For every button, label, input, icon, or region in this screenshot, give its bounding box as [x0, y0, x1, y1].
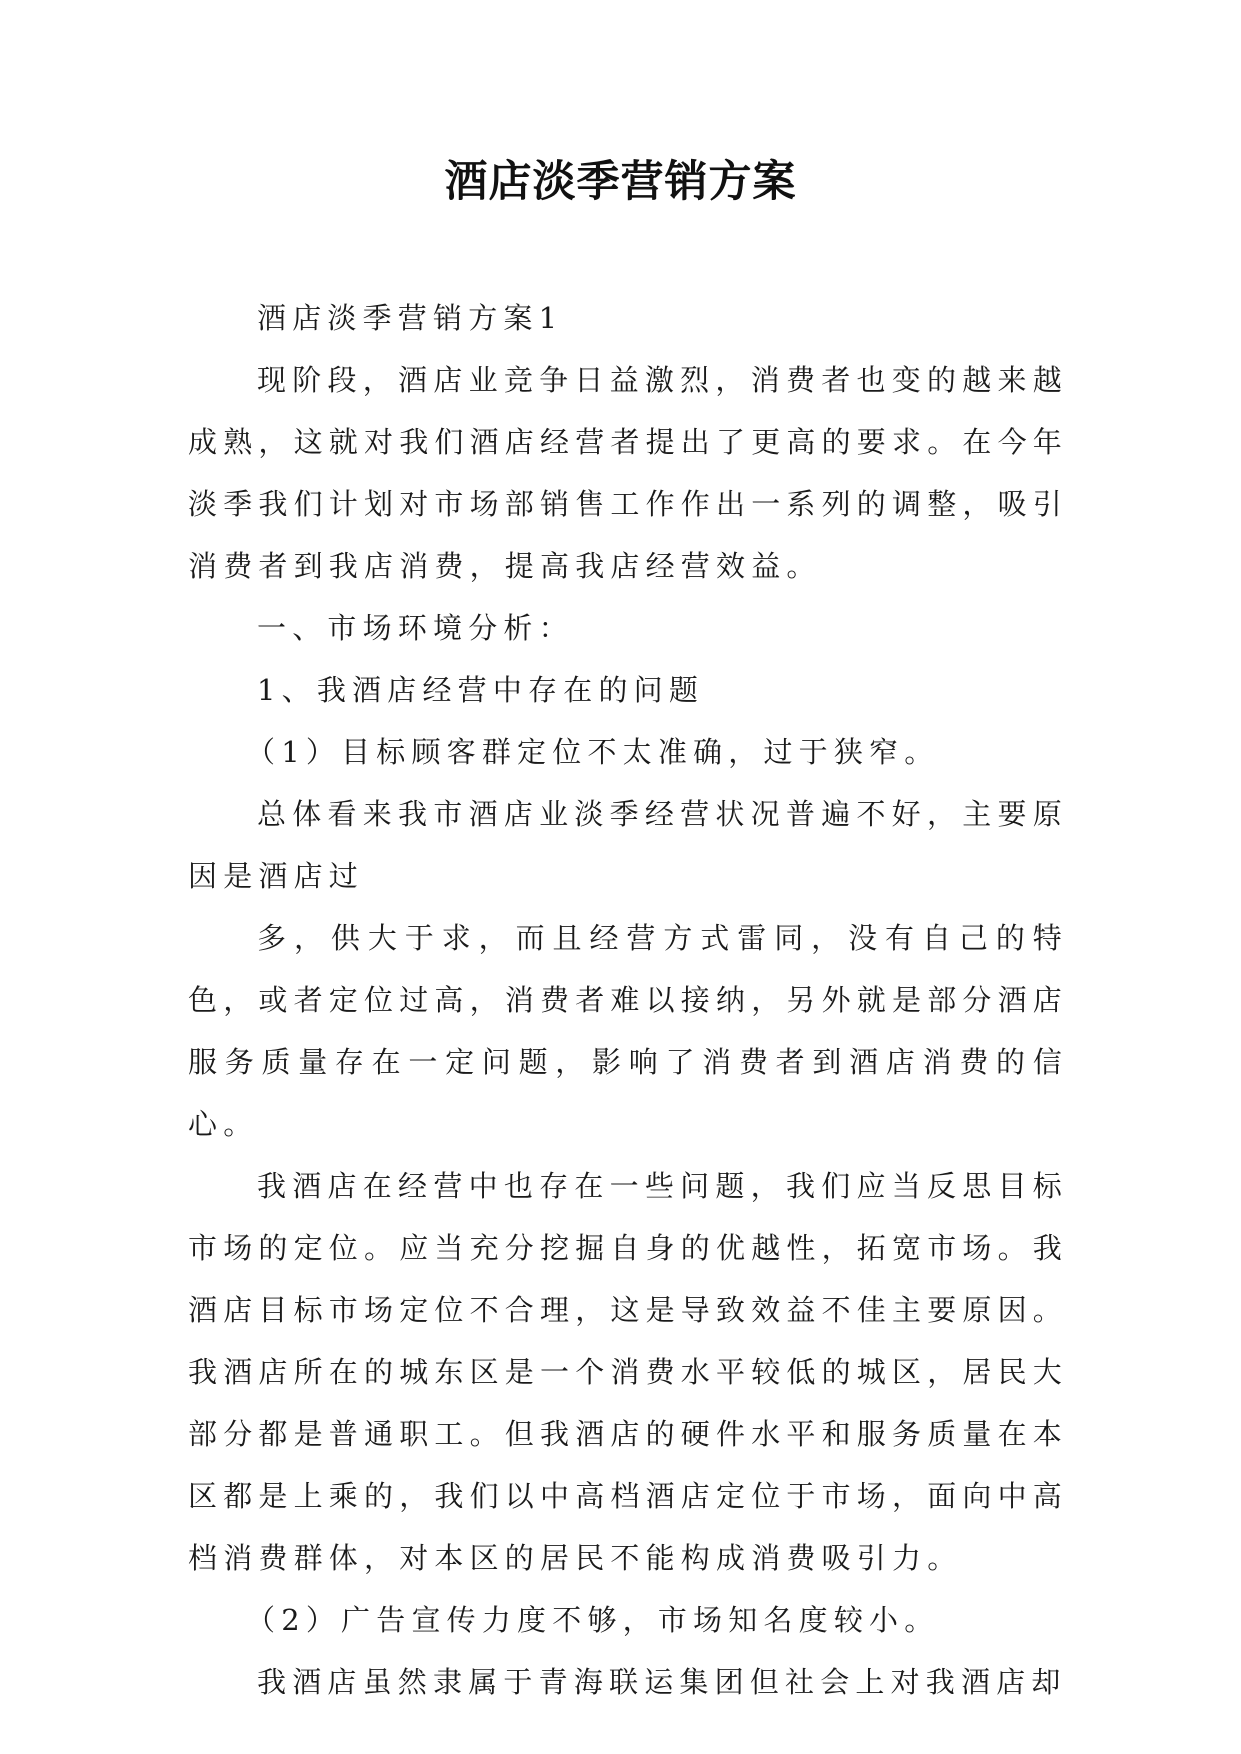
section-heading: 一、市场环境分析：	[257, 611, 574, 645]
section-heading: 酒店淡季营销方案1	[257, 301, 564, 335]
subsection-heading: （2）广告宣传力度不够，市场知名度较小。	[246, 1603, 940, 1637]
document-title: 酒店淡季营销方案	[444, 157, 797, 207]
subsection-heading: 1、我酒店经营中存在的问题	[257, 673, 705, 707]
body-paragraph: 我酒店虽然隶属于青海联运集团但社会上对我酒店却	[257, 1665, 1067, 1699]
document-body	[188, 287, 1068, 1713]
body-paragraph: 总体看来我市酒店业淡季经营状况普遍不好，主要原因是酒店过	[188, 797, 1068, 893]
body-paragraph: 现阶段，酒店业竞争日益激烈，消费者也变的越来越成熟，这就对我们酒店经营者提出了更高的要求。在今年淡季我们计划对市场部销售工作作出一系列的调整，吸引消费者到我店消费，提高我店经营效益。	[188, 363, 1069, 583]
body-paragraph: 我酒店在经营中也存在一些问题，我们应当反思目标市场的定位。应当充分挖掘自身的优越性，拓宽市场。我酒店目标市场定位不合理，这是导致效益不佳主要原因。我酒店所在的城东区是一个消费水平较低的城区，居民大部分都是普通职工。但我酒店的硬件水平和服务质量在本区都是上乘的，我们以中高档酒店定位于市场，面向中高档消费群体，对本区的居民不能构成消费吸引力。	[188, 1169, 1069, 1575]
subsection-heading: （1）目标顾客群定位不太准确，过于狭窄。	[246, 735, 940, 769]
body-paragraph: 多，供大于求，而且经营方式雷同，没有自己的特色，或者定位过高，消费者难以接纳，另外就是部分酒店服务质量存在一定问题，影响了消费者到酒店消费的信心。	[188, 921, 1069, 1141]
